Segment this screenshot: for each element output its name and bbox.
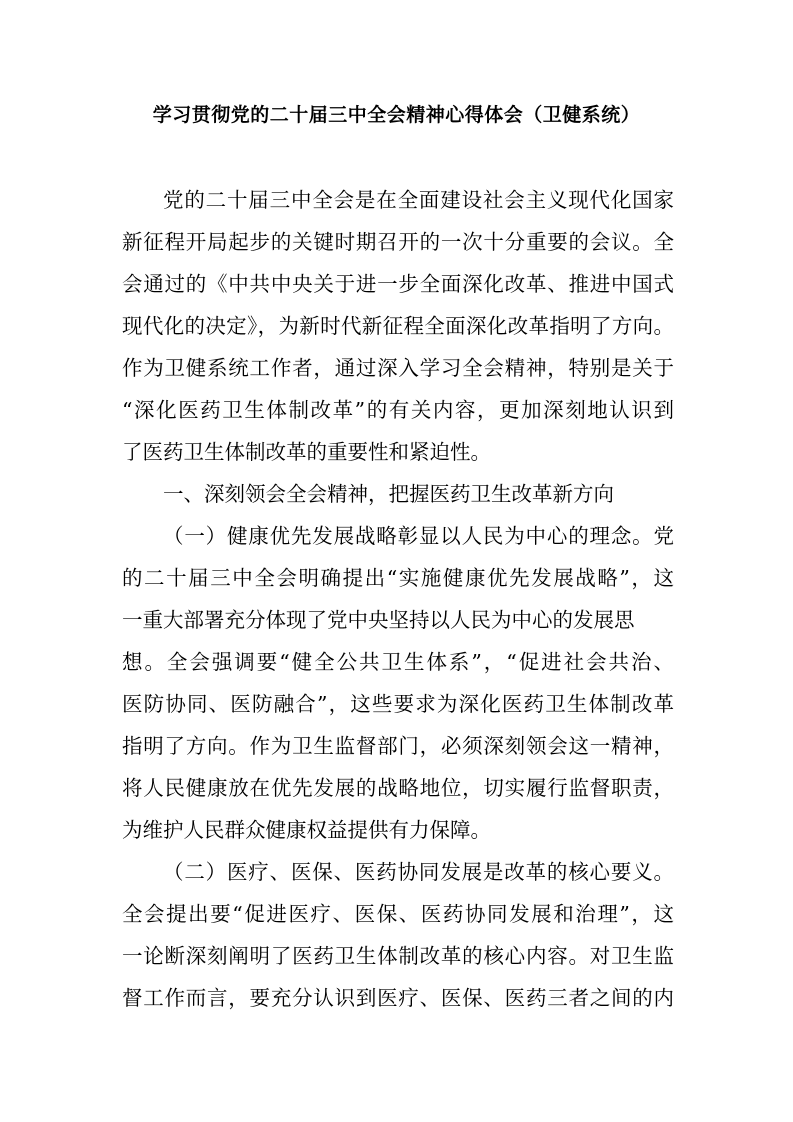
paragraph-line: 一重大部署充分体现了党中央坚持以人民为中心的发展思 bbox=[122, 608, 635, 632]
paragraph-line: 为维护人民群众健康权益提供有力保障。 bbox=[122, 818, 491, 842]
paragraph-line: 全会提出要“促进医疗、医保、医药协同发展和治理”，这 bbox=[122, 902, 674, 926]
subsection-heading-line: （二）医疗、医保、医药协同发展是改革的核心要义。 bbox=[163, 860, 674, 884]
document-title: 学习贯彻党的二十届三中全会精神心得体会（卫健系统） bbox=[152, 104, 641, 126]
paragraph-line: 现代化的决定》，为新时代新征程全面深化改革指明了方向。 bbox=[122, 314, 674, 338]
paragraph-line: 督工作而言，要充分认识到医疗、医保、医药三者之间的内 bbox=[122, 986, 674, 1010]
subsection-heading-line: （一）健康优先发展战略彰显以人民为中心的理念。党 bbox=[163, 524, 674, 548]
paragraph-line: 指明了方向。作为卫生监督部门，必须深刻领会这一精神， bbox=[122, 734, 674, 758]
paragraph-line: 一论断深刻阐明了医药卫生体制改革的核心内容。对卫生监 bbox=[122, 944, 674, 968]
paragraph-line: 的二十届三中全会明确提出“实施健康优先发展战略”，这 bbox=[122, 566, 674, 590]
paragraph-line: 新征程开局起步的关键时期召开的一次十分重要的会议。全 bbox=[122, 230, 674, 254]
paragraph-line: 会通过的《中共中央关于进一步全面深化改革、推进中国式 bbox=[122, 272, 674, 296]
section-heading: 一、深刻领会全会精神，把握医药卫生改革新方向 bbox=[163, 482, 614, 506]
paragraph-line: 想。全会强调要“健全公共卫生体系”，“促进社会共治、 bbox=[122, 650, 674, 674]
paragraph-line: 医防协同、医防融合”，这些要求为深化医药卫生体制改革 bbox=[122, 692, 674, 716]
paragraph-line: 作为卫健系统工作者，通过深入学习全会精神，特别是关于 bbox=[122, 356, 674, 380]
paragraph-line: “深化医药卫生体制改革”的有关内容，更加深刻地认识到 bbox=[122, 398, 674, 422]
paragraph-line: 了医药卫生体制改革的重要性和紧迫性。 bbox=[122, 440, 491, 464]
paragraph-line: 将人民健康放在优先发展的战略地位，切实履行监督职责， bbox=[122, 776, 674, 800]
paragraph-line: 党的二十届三中全会是在全面建设社会主义现代化国家 bbox=[163, 188, 674, 212]
